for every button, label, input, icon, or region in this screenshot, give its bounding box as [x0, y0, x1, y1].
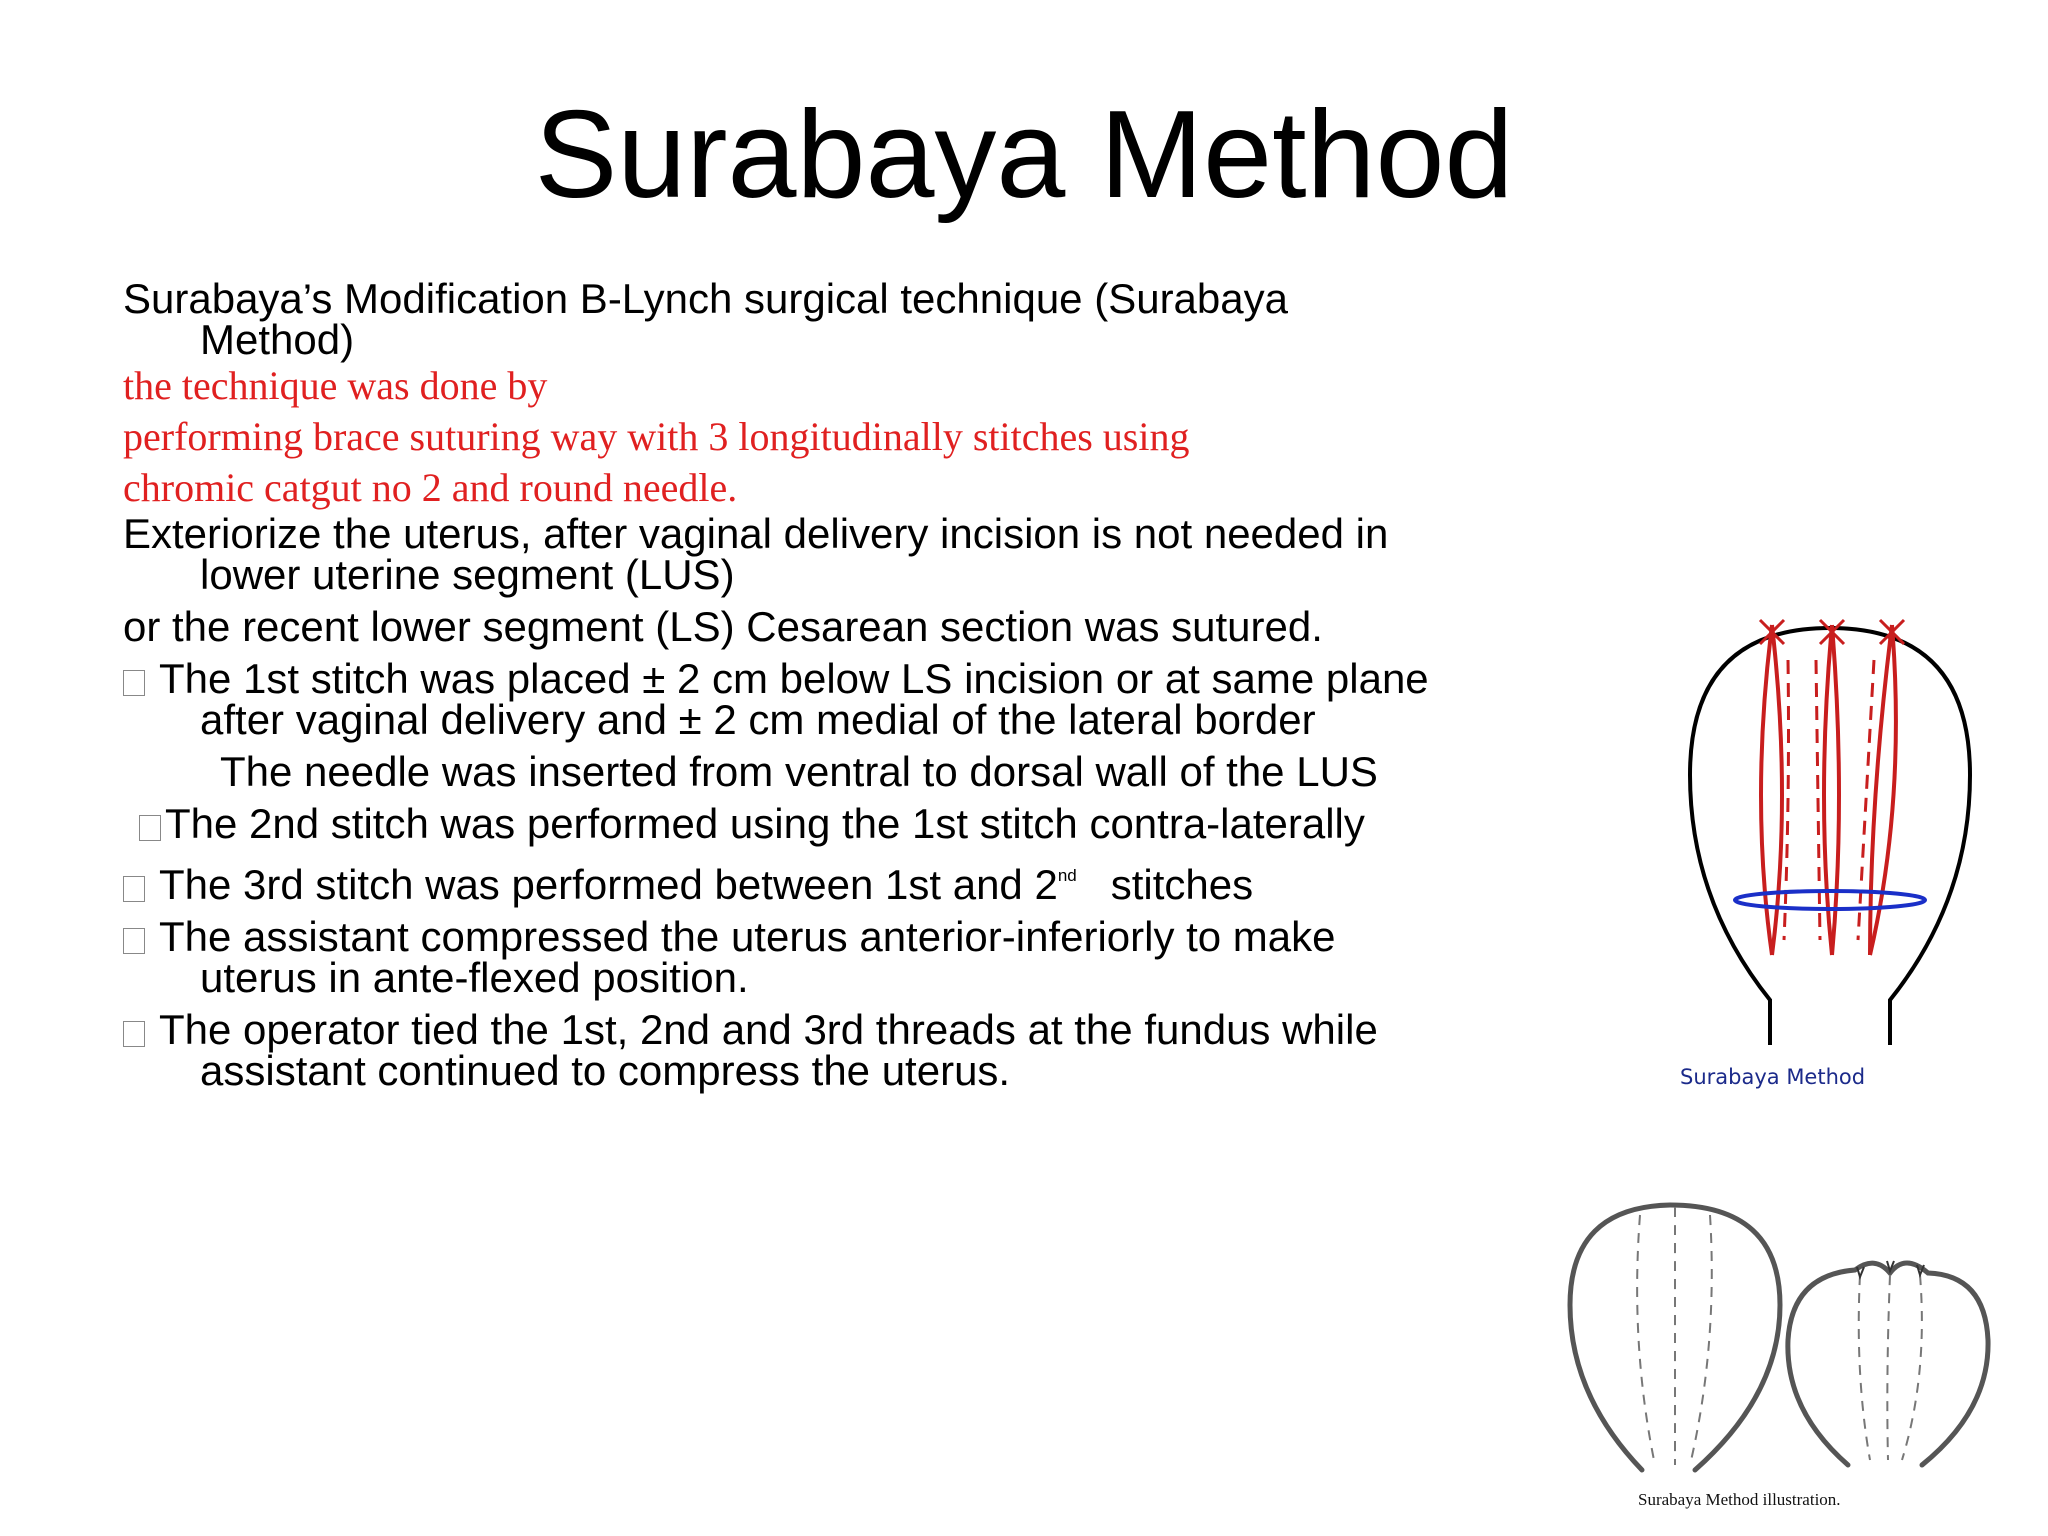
red-line-1: the technique was done by	[123, 363, 548, 408]
needle-line: The needle was inserted from ventral to dorsal wall of the LUS	[220, 748, 1378, 795]
exteriorize-line-2: lower uterine segment (LUS)	[200, 551, 735, 598]
red-line-2: performing brace suturing way with 3 longitudinally stitches using	[123, 414, 1190, 459]
surabaya-illustration	[1560, 1195, 2030, 1495]
incision-ellipse	[1735, 891, 1925, 909]
heading-line-1: Surabaya’s Modification B-Lynch surgical technique (Surabaya	[123, 275, 1288, 322]
assistant-line-2: uterus in ante-flexed position.	[200, 954, 749, 1001]
stitch-3-text-b: stitches	[1110, 861, 1254, 908]
stitch-3-paragraph	[123, 855, 1523, 908]
stitch-1-line-1: The 1st stitch was placed ± 2 cm below LS incision or at same plane	[159, 655, 1429, 702]
exteriorize-paragraph	[123, 510, 1523, 598]
bullet-box-icon	[123, 876, 145, 902]
stitch-1-paragraph	[123, 655, 1523, 743]
slide-body	[123, 275, 1523, 1094]
operator-line-2: assistant continued to compress the uterus.	[200, 1047, 1011, 1094]
suture-lines	[1760, 620, 1904, 955]
bullet-box-icon	[123, 1021, 145, 1047]
bullet-box-icon	[139, 815, 161, 841]
bullet-box-icon	[123, 670, 145, 696]
assistant-paragraph	[123, 913, 1523, 1001]
uterus-sketch-right	[1788, 1263, 1988, 1465]
illustration-caption: Surabaya Method illustration.	[1638, 1490, 1841, 1509]
heading-paragraph	[123, 275, 1523, 363]
uterus-suture-diagram	[1670, 600, 1990, 1060]
stitch-3-superscript: nd	[1057, 866, 1077, 885]
operator-paragraph	[123, 1006, 1523, 1094]
diagram-caption: Surabaya Method	[1680, 1065, 1866, 1089]
stitch-2-text: The 2nd stitch was performed using the 1st stitch contra-laterally	[165, 800, 1365, 847]
stitch-2-paragraph	[123, 800, 1523, 847]
slide-title: Surabaya Method	[534, 86, 1514, 224]
assistant-line-1: The assistant compressed the uterus anterior-inferiorly to make	[159, 913, 1336, 960]
recent-ls-line: or the recent lower segment (LS) Cesarean section was sutured.	[123, 603, 1323, 650]
stitch-1-line-2: after vaginal delivery and ± 2 cm medial of the lateral border	[200, 696, 1316, 743]
red-line-3: chromic catgut no 2 and round needle.	[123, 465, 738, 510]
operator-line-1: The operator tied the 1st, 2nd and 3rd threads at the fundus while	[159, 1006, 1378, 1053]
heading-line-2: Method)	[200, 316, 355, 363]
exteriorize-line-1: Exteriorize the uterus, after vaginal delivery incision is not needed in	[123, 510, 1389, 557]
bullet-box-icon	[123, 928, 145, 954]
stitch-3-text-a: The 3rd stitch was performed between 1st and 2	[159, 861, 1058, 908]
uterus-outline	[1690, 628, 1970, 1045]
